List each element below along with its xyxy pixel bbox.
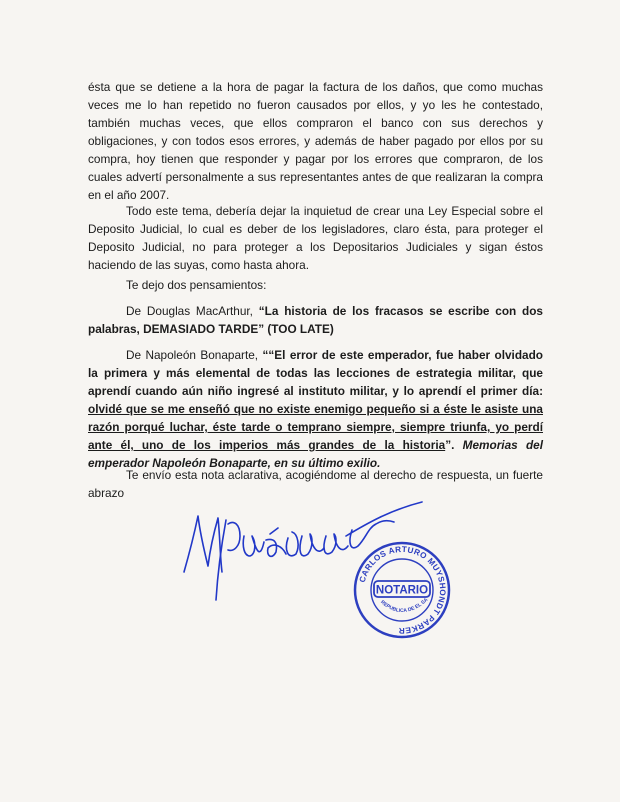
stamp-ring-text: CARLOS ARTURO MUYSHONDT PARKER [357, 544, 448, 636]
paragraph-napoleon [88, 346, 543, 472]
stamp-center-label: NOTARIO [375, 584, 429, 597]
macarthur-intro: De Douglas MacArthur, [126, 304, 259, 318]
napoleon-attribution: Memorias del emperador Napoleón Bonaparte, en su último exilio. [88, 438, 543, 470]
paragraph-1: ésta que se detiene a la hora de pagar la factura de los daños, que como muchas veces me lo han repetido no fueron causados por ellos, y yo les he contestado, también muchas veces, que ellos compraron el banco con sus derechos y obligaciones, y con todos esos errores, y además de haber pagado por ellos por su compra, hoy tienen que responder y pagar por los errores que compraron, de los cuales advertí personalmente a sus representantes antes de que realizaran la compra en el año 2007. [88, 80, 543, 202]
napoleon-quote-underlined: olvidé que se me enseñó que no existe enemigo pequeño si a éste le asiste una razón porqué luchar, éste tarde o temprano siempre, siempre triunfa, yo perdí ante él, uno de los imperios más grandes de la historia [88, 402, 543, 452]
napoleon-intro: De Napoleón Bonaparte, [126, 348, 263, 362]
paragraph-macarthur [88, 302, 543, 338]
napoleon-quote-close: ”. [445, 438, 463, 452]
paragraph-3: Te dejo dos pensamientos: [126, 278, 267, 292]
paragraph-2: Todo este tema, debería dejar la inquietud de crear una Ley Especial sobre el Deposito Judicial, lo cual es deber de los legisladores, claro ésta, para proteger el Deposito Judicial, no para proteger a los Depositarios Judiciales y sigan éstos haciendo de las suyas, como hasta ahora. [88, 204, 543, 272]
macarthur-quote: “La historia de los fracasos se escribe con dos palabras, DEMASIADO TARDE” (TOO LATE) [88, 304, 543, 336]
napoleon-quote: ““El error de este emperador, fue haber olvidado la primera y más elemental de todas las lecciones de estrategia militar, que aprendí cuando aún niño ingresé al instituto militar, y lo aprendí el primer día: [88, 348, 543, 398]
notary-stamp [352, 540, 452, 640]
stamp-bottom-text: REPUBLICA DE EL SA [379, 596, 430, 615]
paragraph-closing: Te envío esta nota aclarativa, acogiéndome al derecho de respuesta, un fuerte abrazo [88, 468, 543, 500]
